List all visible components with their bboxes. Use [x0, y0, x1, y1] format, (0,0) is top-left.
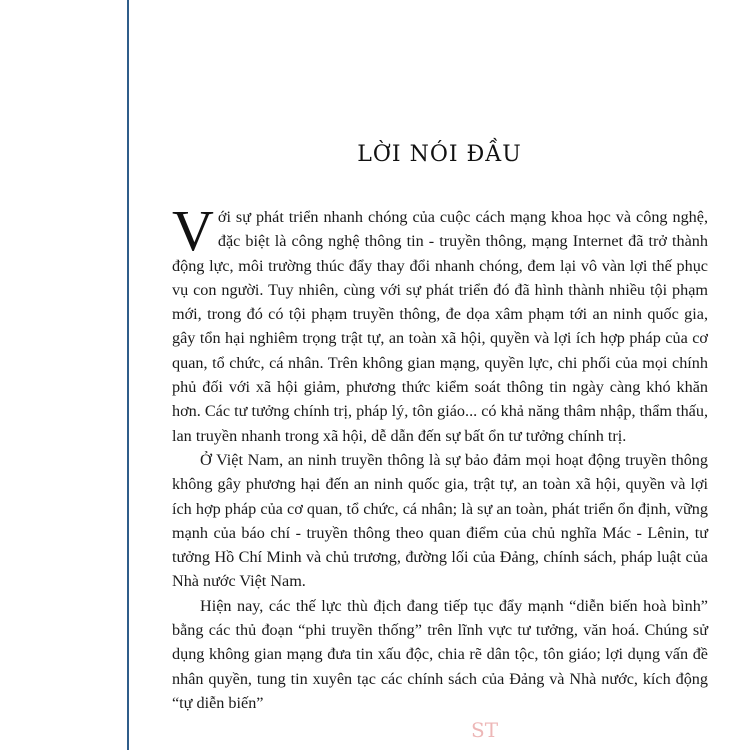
paragraph-1 [172, 198, 708, 448]
paragraph-2: Ở Việt Nam, an ninh truyền thông là sự bảo đảm mọi hoạt động truyền thông không gây phương hại đến an ninh quốc gia, trật tự, an toàn xã hội, quyền và lợi ích hợp pháp của cơ quan, tổ chức, cá nhân; là sự an toàn, phát triển ổn định, vững mạnh của báo chí - truyền thông theo quan điểm của chủ nghĩa Mác - Lênin, tư tưởng Hồ Chí Minh và chủ trương, đường lối của Đảng, chính sách, pháp luật của Nhà nước Việt Nam. [172, 450, 708, 591]
publisher-watermark-logo: ST [471, 718, 499, 742]
paragraph-3: Hiện nay, các thế lực thù địch đang tiếp tục đẩy mạnh “diễn biến hoà bình” bằng các thủ đoạn “phi truyền thống” trên lĩnh vực tư tưởng, văn hoá. Chúng sử dụng không gian mạng đưa tin xấu độc, chia rẽ dân tộc, tôn giáo; lợi dụng vấn đề nhân quyền, tung tin xuyên tạc các chính sách của Đảng và Nhà nước, kích động “tự diễn biến” [172, 596, 708, 712]
page-heading: LỜI NÓI ĐẦU [357, 142, 522, 167]
paragraph-1-text: ới sự phát triển nhanh chóng của cuộc cách mạng khoa học và công nghệ, đặc biệt là công nghệ thông tin - truyền thông, mạng Internet đã trở thành động lực, môi trường thúc đẩy thay đổi nhanh chóng, đem lại vô vàn lợi thế phục vụ con người. Tuy nhiên, cùng với sự phát triển đó đã hình thành nhiều tội phạm mới, trong đó có tội phạm truyền thông, đe dọa xâm phạm tới an ninh quốc gia, gây tổn hại nghiêm trọng trật tự, an toàn xã hội, quyền và lợi ích hợp pháp của cơ quan, tổ chức, cá nhân. Trên không gian mạng, quyền lực, chi phối của mọi chính phủ đối với xã hội giảm, phương thức kiểm soát thông tin ngày càng khó khăn hơn. Các tư tưởng chính trị, pháp lý, tôn giáo... có khả năng thâm nhập, thẩm thấu, lan truyền nhanh trong xã hội, dễ dẫn đến sự bất ổn tư tưởng chính trị. [172, 208, 708, 445]
drop-cap-letter: V [172, 198, 214, 263]
book-page [129, 0, 750, 750]
page-body [172, 198, 708, 715]
